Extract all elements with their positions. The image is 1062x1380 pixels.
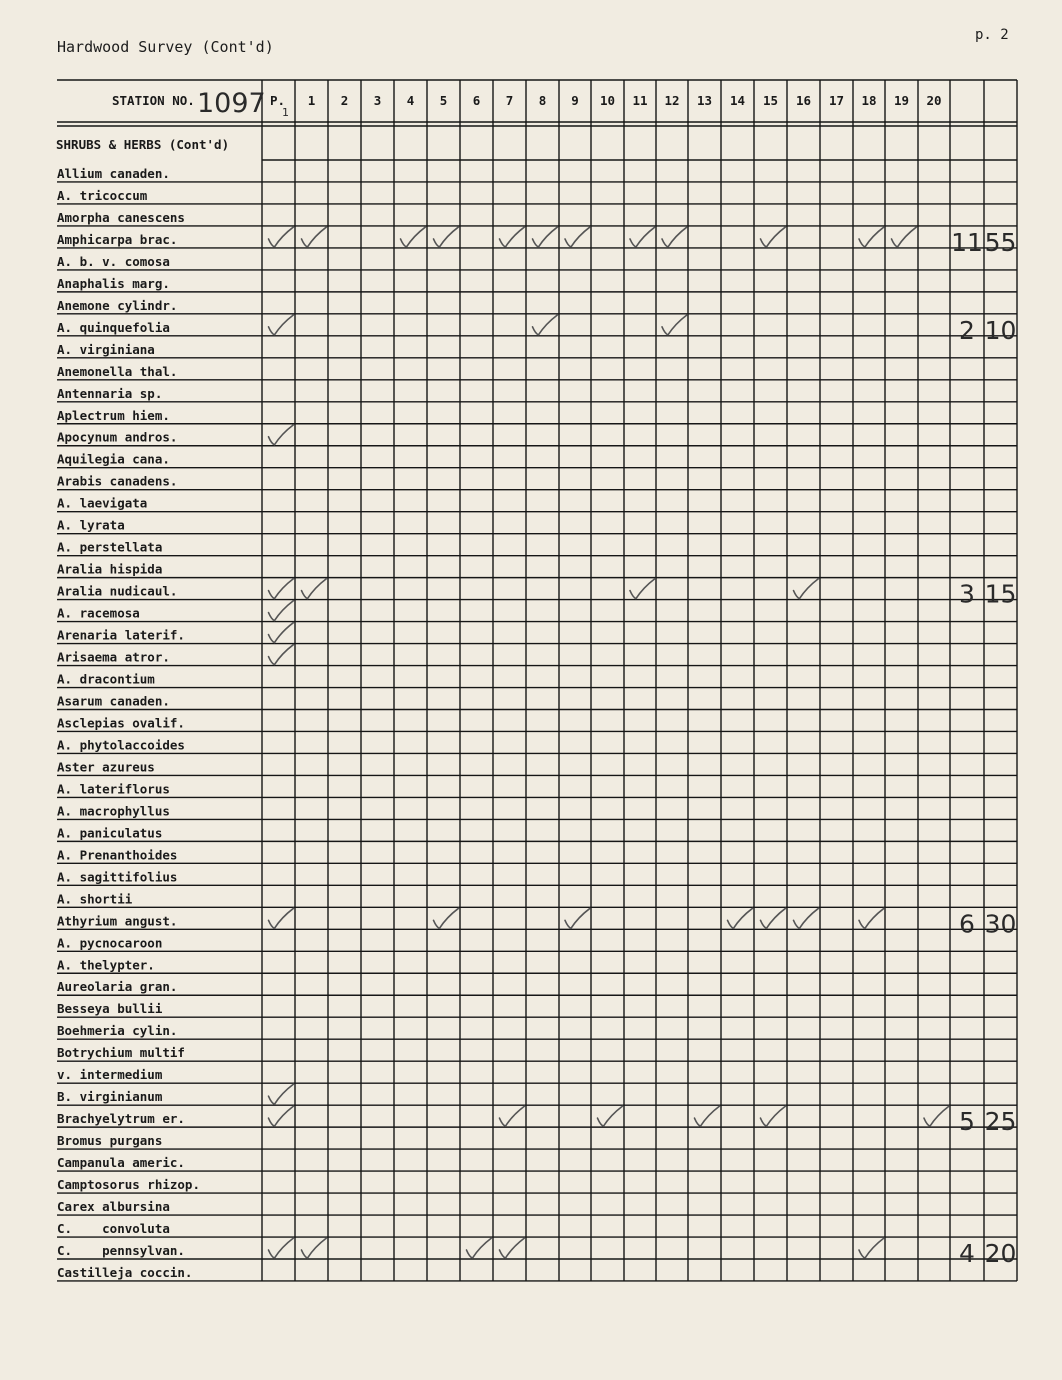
- column-header-3: 3: [373, 93, 382, 108]
- check-mark-icon: [924, 1106, 949, 1126]
- row-total-handwritten: 2: [959, 315, 975, 345]
- table-row: [57, 759, 1017, 775]
- species-name: A. shortii: [57, 891, 133, 907]
- column-header-18: 18: [861, 93, 877, 108]
- column-header-6: 6: [472, 93, 481, 108]
- table-row: [57, 452, 1017, 468]
- check-mark-icon: [565, 227, 590, 247]
- column-header-2: 2: [340, 93, 349, 108]
- species-name: A. thelypter.: [57, 957, 155, 973]
- check-mark-icon: [302, 1238, 327, 1258]
- check-mark-icon: [761, 908, 786, 928]
- check-mark-icon: [630, 579, 655, 599]
- species-name: Boehmeria cylin.: [57, 1023, 178, 1039]
- check-mark-icon: [434, 908, 459, 928]
- row-score-handwritten: 55: [984, 227, 1017, 257]
- species-name: Asarum canaden.: [57, 693, 170, 709]
- check-mark-icon: [269, 1238, 294, 1258]
- species-name: Amorpha canescens: [57, 209, 185, 225]
- check-mark-icon: [269, 425, 294, 445]
- species-name: B. virginianum: [57, 1089, 163, 1105]
- species-name: Apocynum andros.: [57, 429, 178, 445]
- species-name: Amphicarpa brac.: [57, 231, 178, 247]
- column-header-10: 10: [599, 93, 616, 108]
- check-mark-icon: [662, 227, 687, 247]
- table-row: [57, 601, 1017, 622]
- table-row: [57, 210, 1017, 226]
- species-name: Arenaria laterif.: [57, 627, 185, 643]
- column-header-12: 12: [664, 93, 680, 108]
- row-total-handwritten: 3: [959, 579, 975, 609]
- check-mark-icon: [565, 908, 590, 928]
- species-name: Aralia hispida: [57, 561, 163, 577]
- species-name: Botrychium multif: [57, 1045, 185, 1061]
- species-name: A. laevigata: [57, 495, 148, 511]
- table-row: [57, 694, 1017, 710]
- table-row: [57, 364, 1017, 380]
- table-row: [57, 425, 1017, 446]
- column-header-19: 19: [893, 93, 910, 108]
- row-total-handwritten: 6: [959, 909, 975, 939]
- column-header-5: 5: [439, 93, 448, 108]
- row-score-handwritten: 25: [984, 1107, 1017, 1137]
- species-name: A. paniculatus: [57, 825, 163, 841]
- species-name: Camptosorus rhizop.: [57, 1177, 200, 1193]
- check-mark-icon: [467, 1238, 492, 1258]
- check-mark-icon: [269, 645, 294, 665]
- check-mark-icon: [695, 1106, 720, 1126]
- species-name: A. racemosa: [57, 605, 140, 621]
- table-row: [57, 1133, 1017, 1149]
- species-name: Allium canaden.: [57, 165, 170, 181]
- species-name: Aquilegia cana.: [57, 451, 170, 467]
- table-row: [57, 298, 1017, 314]
- species-name: A. lateriflorus: [57, 781, 170, 797]
- check-mark-icon: [761, 1106, 786, 1126]
- table-row: [57, 957, 1017, 973]
- row-score-handwritten: 30: [984, 909, 1017, 939]
- table-row: [57, 166, 1017, 182]
- check-mark-icon: [859, 227, 884, 247]
- check-mark-icon: [533, 315, 558, 335]
- check-mark-icon: [533, 227, 558, 247]
- page-number: p. 2: [975, 27, 1009, 43]
- check-mark-icon: [302, 227, 327, 247]
- species-name: Castilleja coccin.: [57, 1264, 193, 1280]
- species-name: Asclepias ovalif.: [57, 715, 185, 731]
- column-header-14: 14: [729, 93, 746, 108]
- species-name: Anaphalis marg.: [57, 275, 170, 291]
- row-total-handwritten: 4: [959, 1239, 975, 1268]
- table-row: [57, 1177, 1017, 1193]
- species-name: A. macrophyllus: [57, 803, 170, 819]
- species-name: Aster azureus: [57, 759, 155, 775]
- check-mark-icon: [302, 579, 327, 599]
- table-row: [57, 227, 1017, 257]
- species-name: Brachyelytrum er.: [57, 1111, 185, 1127]
- check-mark-icon: [269, 623, 294, 643]
- column-header-7: 7: [505, 93, 514, 108]
- table-row: [57, 1155, 1017, 1171]
- species-name: A. pycnocaroon: [57, 935, 163, 951]
- species-name: Besseya bullii: [57, 1001, 163, 1017]
- check-mark-icon: [859, 1238, 884, 1258]
- check-mark-icon: [269, 1084, 294, 1104]
- species-name: A. quinquefolia: [57, 319, 170, 335]
- column-header-9: 9: [571, 93, 579, 108]
- table-row: [57, 276, 1017, 292]
- row-score-handwritten: 15: [984, 579, 1017, 609]
- table-row: [57, 518, 1017, 534]
- row-score-handwritten: 10: [984, 315, 1017, 345]
- check-mark-icon: [859, 908, 884, 928]
- table-row: [57, 1045, 1017, 1061]
- species-name: A. b. v. comosa: [57, 253, 170, 269]
- check-mark-icon: [401, 227, 426, 247]
- species-name: A. tricoccum: [57, 187, 148, 203]
- check-mark-icon: [662, 315, 687, 335]
- table-row: [57, 825, 1017, 841]
- species-name: Anemone cylindr.: [57, 297, 178, 313]
- table-row: [57, 1067, 1017, 1083]
- species-name: Antennaria sp.: [57, 385, 163, 401]
- table-row: [57, 935, 1017, 951]
- species-name: A. virginiana: [57, 341, 155, 357]
- table-row: [57, 1199, 1017, 1215]
- row-total-handwritten: 5: [959, 1107, 975, 1137]
- check-mark-icon: [500, 1106, 525, 1126]
- check-mark-icon: [434, 227, 459, 247]
- species-name: v. intermedium: [57, 1067, 163, 1083]
- table-header-row: [112, 88, 942, 119]
- table-row: [57, 1084, 1017, 1105]
- column-header-1: 1: [307, 93, 316, 108]
- table-row: [57, 645, 1017, 666]
- station-number-label: STATION NO.: [112, 93, 195, 108]
- table-row: [57, 1265, 1017, 1281]
- species-name: A. sagittifolius: [57, 869, 178, 885]
- table-row: [57, 342, 1017, 358]
- table-row: [57, 847, 1017, 863]
- table-row: [57, 803, 1017, 819]
- table-row: [57, 254, 1017, 270]
- check-mark-icon: [630, 227, 655, 247]
- species-name: Arabis canadens.: [57, 473, 178, 489]
- station-number-handwritten: 1097: [197, 88, 266, 119]
- column-header-20: 20: [926, 93, 942, 108]
- table-row: [57, 188, 1017, 204]
- table-row: [57, 891, 1017, 907]
- check-mark-icon: [794, 579, 819, 599]
- table-row: [57, 908, 1017, 938]
- check-mark-icon: [500, 227, 525, 247]
- species-name: Bromus purgans: [57, 1133, 163, 1149]
- table-row: [57, 579, 1017, 609]
- species-name: Campanula americ.: [57, 1155, 185, 1171]
- table-row: [57, 408, 1017, 424]
- check-mark-icon: [794, 908, 819, 928]
- check-mark-icon: [269, 1106, 294, 1126]
- species-name: Aplectrum hiem.: [57, 407, 170, 423]
- column-header-8: 8: [538, 93, 547, 108]
- document-title: Hardwood Survey (Cont'd): [57, 38, 274, 56]
- table-row: [57, 869, 1017, 885]
- check-mark-icon: [269, 908, 294, 928]
- table-row: [57, 1221, 1017, 1237]
- species-name: A. phytolaccoides: [57, 737, 185, 753]
- row-score-handwritten: 20: [984, 1239, 1017, 1268]
- table-row: [57, 496, 1017, 512]
- species-name: A. lyrata: [57, 517, 125, 533]
- column-p-subheader: 1: [282, 106, 289, 119]
- check-mark-icon: [761, 227, 786, 247]
- check-mark-icon: [500, 1238, 525, 1258]
- check-mark-icon: [728, 908, 753, 928]
- table-grid: [57, 80, 1017, 1281]
- column-header-13: 13: [696, 93, 713, 108]
- table-row: [57, 781, 1017, 797]
- species-name: Aralia nudicaul.: [57, 583, 178, 599]
- check-mark-icon: [892, 227, 917, 247]
- check-mark-icon: [269, 579, 294, 599]
- table-row: [57, 1106, 1017, 1136]
- species-name: A. Prenanthoides: [57, 847, 178, 863]
- species-name: A. dracontium: [57, 671, 155, 687]
- column-header-11: 11: [632, 93, 648, 108]
- species-name: C. pennsylvan.: [57, 1243, 185, 1258]
- table-row: [57, 623, 1017, 644]
- check-mark-icon: [269, 227, 294, 247]
- table-row: [57, 672, 1017, 688]
- species-name: Aureolaria gran.: [57, 979, 178, 995]
- column-header-17: 17: [828, 93, 845, 108]
- species-name: A. perstellata: [57, 539, 163, 555]
- species-name: Carex albursina: [57, 1199, 170, 1215]
- table-row: [57, 715, 1017, 731]
- table-row: [57, 1238, 1017, 1268]
- species-name: Arisaema atror.: [57, 649, 170, 665]
- column-header-15: 15: [762, 93, 779, 108]
- column-header-4: 4: [406, 93, 415, 108]
- table-row: [57, 474, 1017, 490]
- table-row: [57, 737, 1017, 753]
- species-name: C. convoluta: [57, 1221, 170, 1237]
- table-row: [57, 386, 1017, 402]
- table-row: [57, 315, 1017, 345]
- table-row: [57, 1023, 1017, 1039]
- column-p-header: P.: [270, 93, 286, 108]
- table-row: [57, 562, 1017, 578]
- species-name: Anemonella thal.: [57, 363, 178, 379]
- table-row: [57, 1001, 1017, 1017]
- table-row: [57, 979, 1017, 995]
- check-mark-icon: [269, 315, 294, 335]
- table-row: [57, 540, 1017, 556]
- section-heading: SHRUBS & HERBS (Cont'd): [56, 137, 230, 152]
- check-mark-icon: [598, 1106, 623, 1126]
- row-total-handwritten: 11: [951, 227, 983, 257]
- column-header-16: 16: [795, 93, 812, 108]
- check-mark-icon: [269, 601, 294, 621]
- species-name: Athyrium angust.: [57, 913, 178, 929]
